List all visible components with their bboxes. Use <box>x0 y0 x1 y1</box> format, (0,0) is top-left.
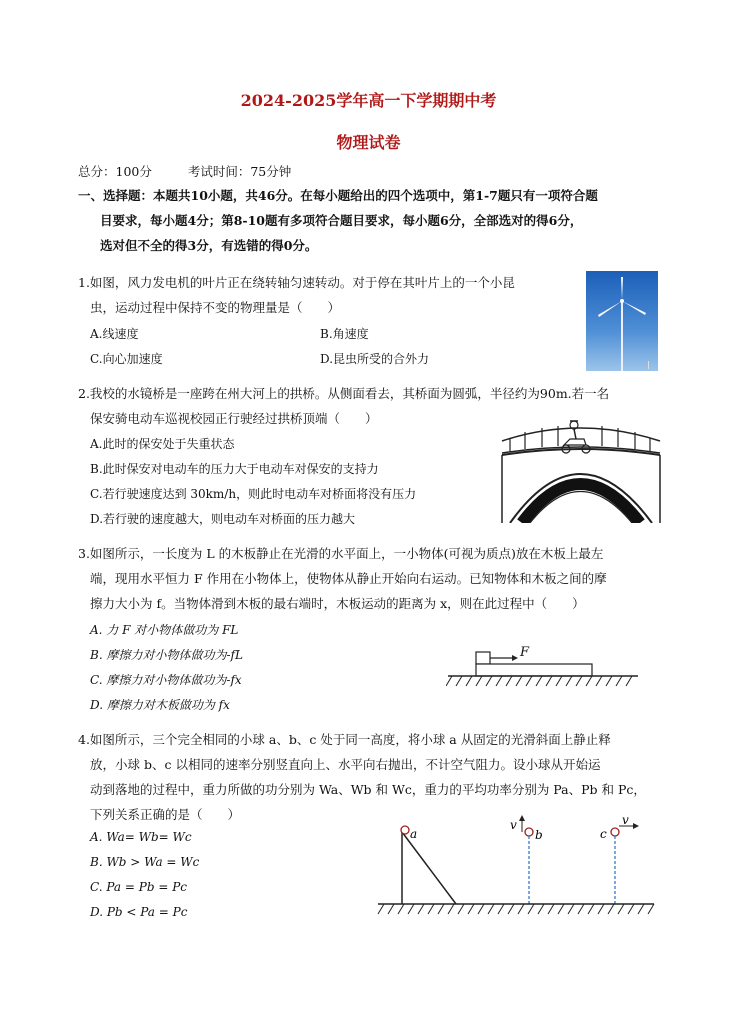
section-line: 目要求，每小题4分；第8-10题有多项符合题目要求，每小题6分，全部选对的得6分， <box>100 213 583 228</box>
question-text: 动到落地的过程中，重力所做的功分别为 Wa、Wb 和 Wc，重力的平均功率分别为 Pa、Pb 和 Pc， <box>90 782 646 797</box>
question-1 <box>78 270 578 320</box>
total-score: 总分：100分 <box>78 164 152 179</box>
q3-option-d: D. 摩擦力对木板做功为 fx <box>90 698 230 712</box>
exam-subtitle: 物理试卷 <box>336 133 401 152</box>
arch-bridge-image <box>500 405 662 523</box>
question-text: 端，现用水平恒力 F 作用在小物体上，使物体从静止开始向右运动。已知物体和木板之间的摩 <box>90 571 607 586</box>
ball-c-label: c <box>600 827 607 841</box>
velocity-label-b: v <box>510 818 517 832</box>
question-text: 虫，运动过程中保持不变的物理量是（ ） <box>90 300 341 315</box>
exam-title: 2024-2025学年高一下学期期中考 <box>240 91 497 110</box>
q1-option-b: B.角速度 <box>320 327 369 341</box>
question-text: 4.如图所示，三个完全相同的小球 a、b、c 处于同一高度，将小球 a 从固定的光滑斜面上静止释 <box>78 732 611 747</box>
q2-option-b: B.此时保安对电动车的压力大于电动车对保安的支持力 <box>90 462 379 476</box>
q3-option-a: A. 力 F 对小物体做功为 FL <box>90 623 239 637</box>
question-text: 3.如图所示，一长度为 L 的木板静止在光滑的水平面上，一小物体(可视为质点)放在木板上最左 <box>78 546 604 561</box>
question-text: 放，小球 b、c 以相同的速率分别竖直向上、水平向右抛出，不计空气阻力。设小球从开始运 <box>90 757 601 772</box>
question-3 <box>78 541 718 616</box>
question-text: 擦力大小为 f。当物体滑到木板的最右端时，木板运动的距离为 x，则在此过程中（ ） <box>90 596 585 611</box>
ball-b-label: b <box>535 828 543 842</box>
q1-option-d: D.昆虫所受的合外力 <box>320 352 430 366</box>
q2-option-d: D.若行驶的速度越大，则电动车对桥面的压力越大 <box>90 512 356 526</box>
wind-turbine-image <box>586 271 658 371</box>
exam-time: 考试时间：75分钟 <box>187 164 292 179</box>
q4-option-d: D. Pb < Pa = Pc <box>90 905 188 919</box>
q3-option-b: B. 摩擦力对小物体做功为-fL <box>90 648 243 662</box>
three-balls-diagram <box>376 812 656 918</box>
section-line: 一、选择题：本题共10小题，共46分。在每小题给出的四个选项中，第1-7题只有一项符合题 <box>78 188 598 203</box>
q4-option-a: A. Wa= Wb= Wc <box>90 830 192 844</box>
q2-option-a: A.此时的保安处于失重状态 <box>90 437 235 451</box>
section-line: 选对但不全的得3分，有选错的得0分。 <box>100 238 318 253</box>
q2-option-c: C.若行驶速度达到 30km/h，则此时电动车对桥面将没有压力 <box>90 487 417 501</box>
force-label: F <box>520 645 530 660</box>
q4-option-b: B. Wb > Wa = Wc <box>90 855 200 869</box>
ball-a-label: a <box>410 827 418 841</box>
question-text: 1.如图，风力发电机的叶片正在绕转轴匀速转动。对于停在其叶片上的一个小昆 <box>78 275 515 290</box>
exam-meta <box>78 162 323 180</box>
question-text: 下列关系正确的是（ ） <box>90 807 241 822</box>
board-block-diagram <box>446 640 640 692</box>
section-instructions <box>78 183 718 258</box>
question-text: 2.我校的水镜桥是一座跨在州大河上的拱桥。从侧面看去，其桥面为圆弧，半径约为90m.若一名 <box>78 386 610 401</box>
q1-option-a: A.线速度 <box>90 327 139 341</box>
q3-option-c: C. 摩擦力对小物体做功为-fx <box>90 673 242 687</box>
q4-option-c: C. Pa = Pb = Pc <box>90 880 187 894</box>
question-text: 保安骑电动车巡视校园正行驶经过拱桥顶端（ ） <box>90 411 378 426</box>
q1-option-c: C.向心加速度 <box>90 352 163 366</box>
velocity-label-c: v <box>622 813 629 827</box>
